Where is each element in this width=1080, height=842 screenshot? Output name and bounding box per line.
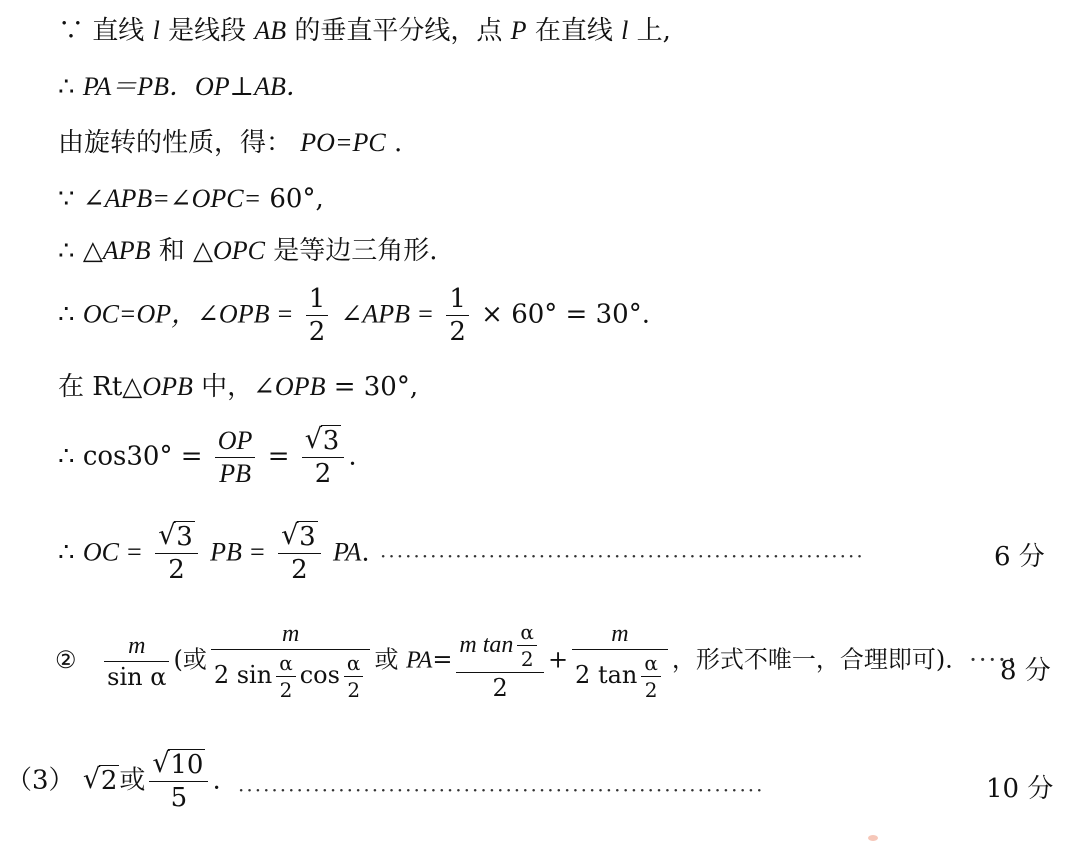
equation: OC=OP，∠OPB = <box>82 299 294 329</box>
var: PA <box>332 537 362 567</box>
numerator: m <box>281 621 300 647</box>
denominator: 5 <box>149 781 208 811</box>
fraction <box>517 622 537 669</box>
dots: ····· <box>969 645 1018 674</box>
therefore-symbol: ∴ <box>58 299 75 330</box>
text: . <box>393 128 403 158</box>
var-p: P <box>510 16 527 45</box>
text: 是等边三角形. <box>273 236 438 266</box>
because-symbol: ∵ <box>58 184 75 214</box>
text: cos <box>299 661 340 689</box>
fraction <box>306 286 329 345</box>
numerator: OP <box>217 426 253 455</box>
equals: = <box>267 441 290 472</box>
text: . <box>361 537 370 568</box>
fraction <box>215 428 256 487</box>
value: 60°, <box>269 184 324 214</box>
equation: PA＝PB．OP⊥AB． <box>82 72 312 101</box>
text: 或 <box>119 765 146 796</box>
radicand: 3 <box>322 426 340 456</box>
text: 的垂直平分线，点 <box>294 16 503 46</box>
equation: OC = <box>82 537 143 567</box>
equation: ∠APB = <box>340 299 435 329</box>
circled-2: ② <box>55 645 77 674</box>
therefore-symbol: ∴ <box>58 537 75 568</box>
var-l: l <box>152 16 160 45</box>
part-label: （3） <box>6 765 75 796</box>
denominator: PB <box>215 457 256 487</box>
text: 是线段 <box>168 16 247 46</box>
fraction <box>155 524 198 583</box>
score: 6 分 <box>994 542 1045 572</box>
denominator: sin α <box>104 661 169 689</box>
leader-dots-6 <box>380 546 865 566</box>
line-3 <box>58 130 402 156</box>
denominator: 2 <box>517 645 537 669</box>
equation: PB = <box>210 537 266 567</box>
text: ，形式不唯一，合理即可)． <box>671 645 970 674</box>
var-ab: AB <box>254 16 287 45</box>
equation: cos30° = <box>82 441 203 472</box>
numerator: α <box>644 651 658 675</box>
numerator <box>149 752 208 781</box>
fraction <box>446 286 469 345</box>
text: 2 sin <box>213 661 273 689</box>
score-6 <box>994 544 1045 570</box>
numerator <box>278 524 321 553</box>
radicand: 3 <box>299 522 316 552</box>
score-10 <box>986 776 1053 802</box>
numerator <box>302 428 345 457</box>
text: 在 Rt△ <box>58 372 143 402</box>
line-2 <box>58 74 312 100</box>
line-6 <box>58 286 650 345</box>
denominator: 2 <box>306 315 329 345</box>
denominator: 2 <box>446 315 469 345</box>
dots: ·························································· <box>380 544 865 568</box>
fraction <box>302 428 345 487</box>
because-symbol: ∵ <box>58 16 85 46</box>
text: . <box>348 441 357 472</box>
denominator: 2 <box>344 676 364 700</box>
fraction <box>104 634 169 689</box>
denominator: 2 <box>302 457 345 487</box>
sqrt <box>83 765 120 796</box>
fraction <box>149 752 208 811</box>
var: PA <box>406 647 433 674</box>
line-7 <box>58 374 418 400</box>
text: 2 tan <box>575 661 638 689</box>
dots: ······························································· <box>238 778 765 802</box>
denominator: 2 <box>641 676 661 700</box>
text: 或 <box>374 645 399 674</box>
numerator <box>155 524 198 553</box>
numerator: m <box>128 632 146 659</box>
text: m tan <box>459 632 514 658</box>
denominator: 2 <box>278 553 321 583</box>
text: . <box>212 765 221 796</box>
stain-mark <box>868 835 878 841</box>
line-5 <box>58 238 438 264</box>
line-11 <box>6 752 221 811</box>
equation: PO=PC <box>300 128 386 157</box>
sqrt <box>158 524 195 550</box>
value: × 60° = 30°. <box>481 299 650 330</box>
fraction <box>278 524 321 583</box>
line-10 <box>55 622 1017 700</box>
text: 和 <box>158 236 185 266</box>
radicand: 2 <box>100 765 118 796</box>
value: = 30°, <box>333 372 419 402</box>
numerator: α <box>520 620 534 644</box>
numerator: α <box>346 651 361 675</box>
score: 10 分 <box>986 774 1054 804</box>
numerator: m <box>611 621 629 647</box>
therefore-symbol: ∴ <box>58 72 75 102</box>
denominator <box>572 649 668 700</box>
sqrt <box>305 428 342 454</box>
denominator: 2 <box>276 676 296 700</box>
fraction <box>641 653 661 700</box>
denominator: 2 <box>155 553 198 583</box>
numerator: α <box>279 651 293 675</box>
fraction <box>456 622 544 700</box>
score-8 <box>1000 658 1051 684</box>
sqrt <box>281 524 318 550</box>
text: (或 <box>173 645 207 674</box>
fraction <box>572 622 668 700</box>
equals: = <box>432 645 453 674</box>
triangle-apb: △APB <box>82 236 151 265</box>
fraction <box>211 622 371 700</box>
text: 由旋转的性质，得： <box>58 128 293 158</box>
fraction <box>344 653 364 700</box>
radicand: 3 <box>176 522 193 552</box>
var-l: l <box>621 16 629 45</box>
numerator: 1 <box>308 284 326 314</box>
plus: + <box>547 645 569 674</box>
denominator <box>211 649 371 700</box>
line-1 <box>58 18 671 44</box>
numerator <box>456 622 544 672</box>
numerator: 1 <box>449 284 466 314</box>
text: 直线 <box>92 16 145 46</box>
var: OPB <box>274 372 326 401</box>
therefore-symbol: ∴ <box>58 236 75 266</box>
therefore-symbol: ∴ <box>58 441 75 472</box>
var: OPB <box>142 372 193 401</box>
leader-dots-10 <box>238 780 765 800</box>
line-9 <box>58 524 370 583</box>
triangle-opc: △OPC <box>193 236 265 265</box>
radicand: 10 <box>170 750 204 780</box>
denominator: 2 <box>456 672 544 700</box>
sqrt <box>152 752 205 778</box>
text: 上, <box>636 16 671 46</box>
equation: ∠APB=∠OPC= <box>82 184 262 213</box>
text: 在直线 <box>534 16 613 46</box>
text: 中，∠ <box>201 372 275 402</box>
line-4 <box>58 186 324 212</box>
score: 8 分 <box>1000 656 1051 686</box>
line-8 <box>58 428 357 487</box>
fraction <box>276 653 296 700</box>
